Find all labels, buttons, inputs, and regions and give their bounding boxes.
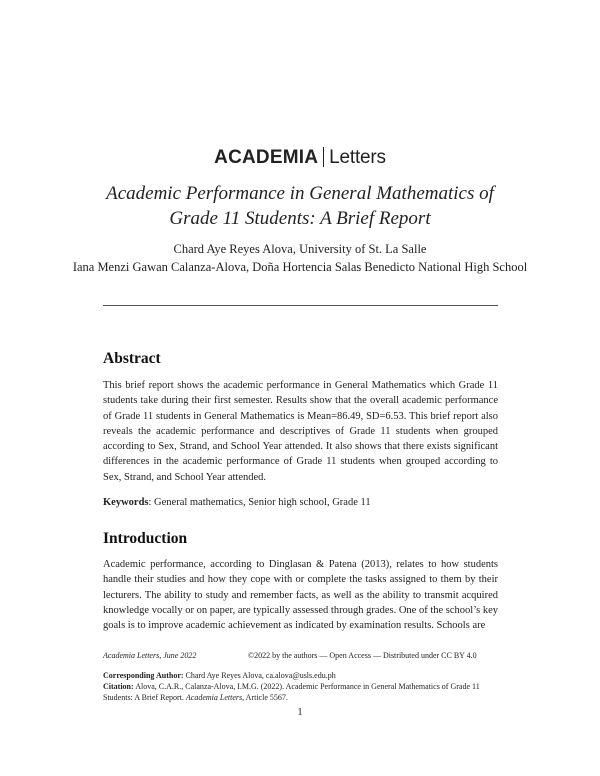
masthead-brand: ACADEMIA bbox=[214, 147, 319, 168]
abstract-text: This brief report shows the academic performance in General Mathematics which Grade 11 students take during their first semester. Results show that the overall academic performance of Grade 11 students in General Mathematics is Mean=86.49, SD=6.53. This brief report also reveals the academic performance and descriptives of Grade 11 students when grouped according to Sex, Strand, and School Year attended. It also shows that there exists significant differences in the academic performance of Grade 11 students when grouped according to Sex, Strand, and School Year attended. bbox=[103, 380, 498, 483]
masthead-divider bbox=[323, 147, 324, 167]
author-line-1: Chard Aye Reyes Alova, University of St. La Salle bbox=[173, 242, 427, 256]
footer-journal: Academia Letters, June 2022 bbox=[103, 651, 197, 660]
masthead-sub: Letters bbox=[329, 147, 386, 168]
keywords-label: Keywords bbox=[103, 497, 149, 508]
footer-corresponding bbox=[103, 670, 498, 681]
corr-text: Chard Aye Reyes Alova, ca.alova@usls.edu.ph bbox=[183, 671, 336, 680]
footer-license: ©2022 by the authors — Open Access — Distributed under CC BY 4.0 bbox=[248, 651, 477, 660]
keywords-line bbox=[103, 495, 498, 510]
introduction-heading: Introduction bbox=[103, 530, 188, 547]
page-number: 1 bbox=[297, 707, 303, 718]
corr-label: Corresponding Author: bbox=[103, 671, 184, 680]
cite-label: Citation: bbox=[103, 682, 134, 691]
cite-journal: Academia Letters bbox=[185, 693, 243, 702]
abstract-heading: Abstract bbox=[103, 350, 161, 367]
paper-title: Academic Performance in General Mathematics of Grade 11 Students: A Brief Report bbox=[106, 183, 494, 229]
footer-meta bbox=[103, 650, 498, 661]
footer-citation bbox=[103, 681, 498, 703]
keywords-text: : General mathematics, Senior high school, Grade 11 bbox=[148, 497, 371, 508]
introduction-text: Academic performance, according to Dinglasan & Patena (2013), relates to how students handle their studies and how they cope with or complete the tasks assigned to them by their lecturers. The ability to study and remember facts, as well as the ability to transmit acquired knowledge vocally or on paper, are typically assessed through grades. One of the school’s key goals is to improve academic achievement as indicated by examination results. Schools are bbox=[103, 559, 498, 632]
author-block bbox=[60, 240, 540, 276]
journal-masthead bbox=[0, 147, 600, 169]
cite-tail: , Article 5567. bbox=[242, 693, 288, 702]
title-divider bbox=[103, 305, 498, 306]
cite-text: Alova, C.A.R., Calanza-Alova, I.M.G. (2022). Academic Performance in General Mathematics of Grade 11 Students: A Brief Report. bbox=[103, 682, 480, 702]
author-line-2: Iana Menzi Gawan Calanza-Alova, Doña Hortencia Salas Benedicto National High School bbox=[72, 260, 528, 274]
